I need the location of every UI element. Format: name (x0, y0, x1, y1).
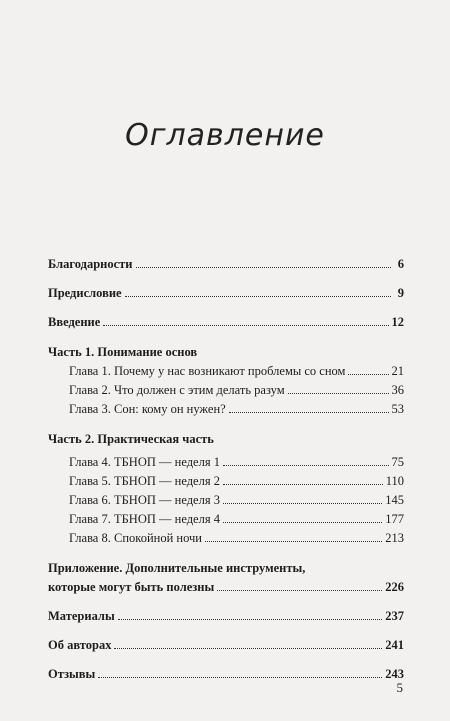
toc-chapter-entry[interactable] (48, 363, 404, 379)
toc-entry-label: Глава 3. Сон: кому он нужен? (69, 402, 226, 416)
toc-entry-label: Предисловие (48, 286, 122, 300)
toc-entry-materials[interactable] (48, 608, 404, 624)
toc-entry-page: 36 (391, 383, 404, 397)
dot-leader (223, 464, 389, 466)
toc-entry-label: Материалы (48, 609, 115, 623)
toc-entry-label: Глава 8. Спокойной ночи (69, 531, 202, 545)
toc-part-heading[interactable]: Часть 2. Практическая часть (48, 432, 214, 446)
toc-entry-page: 12 (391, 315, 404, 329)
dot-leader (217, 589, 382, 591)
toc-part-heading[interactable]: Часть 1. Понимание основ (48, 345, 198, 359)
toc-chapter-entry[interactable] (48, 511, 404, 527)
dot-leader (288, 392, 389, 394)
toc-entry-reviews[interactable] (48, 666, 404, 682)
toc-entry-label: Введение (48, 315, 101, 329)
toc-entry-page: 21 (391, 364, 404, 378)
toc-entry-label: Отзывы (48, 667, 96, 681)
toc-entry-page: 177 (385, 512, 404, 526)
toc-entry-page: 237 (385, 609, 404, 623)
toc-chapter-entry[interactable] (48, 454, 404, 470)
toc-entry-page: 213 (385, 531, 404, 545)
dot-leader (136, 266, 392, 268)
dot-leader (348, 373, 388, 375)
toc-entry-preface[interactable] (48, 285, 404, 301)
toc-entry-label: Глава 4. ТБНОП — неделя 1 (69, 455, 220, 469)
toc-entry-page: 145 (385, 493, 404, 507)
toc-entry-page: 53 (391, 402, 404, 416)
toc-entry-label: Об авторах (48, 638, 112, 652)
dot-leader (98, 676, 382, 678)
toc-chapter-entry[interactable] (48, 473, 404, 489)
toc-entry-page: 75 (391, 455, 404, 469)
toc-entry-label: Благодарности (48, 257, 133, 271)
dot-leader (118, 618, 383, 620)
toc-entry-page: 241 (385, 638, 404, 652)
dot-leader (125, 295, 391, 297)
toc-entry-page: 110 (385, 474, 404, 488)
toc-chapter-entry[interactable] (48, 492, 404, 508)
dot-leader (229, 411, 389, 413)
dot-leader (205, 540, 382, 542)
page-number: 5 (396, 680, 403, 695)
table-of-contents (48, 256, 404, 682)
toc-entry-introduction[interactable] (48, 314, 404, 330)
toc-chapter-entry[interactable] (48, 530, 404, 546)
toc-entry-label: Глава 2. Что должен с этим делать разум (69, 383, 285, 397)
toc-entry-page: 243 (385, 667, 404, 681)
dot-leader (114, 647, 382, 649)
toc-entry-label: Глава 7. ТБНОП — неделя 4 (69, 512, 220, 526)
toc-entry-label-line2: которые могут быть полезны (48, 580, 215, 594)
toc-entry-about-authors[interactable] (48, 637, 404, 653)
page-title: Оглавление (125, 118, 325, 153)
toc-entry-label: Глава 5. ТБНОП — неделя 2 (69, 474, 220, 488)
toc-entry-label: Глава 6. ТБНОП — неделя 3 (69, 493, 220, 507)
toc-entry-acknowledgements[interactable] (48, 256, 404, 272)
toc-entry-label: Глава 1. Почему у нас возникают проблемы со сном (69, 364, 346, 378)
toc-chapter-entry[interactable] (48, 401, 404, 417)
dot-leader (223, 521, 382, 523)
toc-entry-appendix[interactable] (48, 560, 404, 595)
dot-leader (223, 483, 383, 485)
toc-entry-page: 226 (385, 580, 404, 594)
dot-leader (223, 502, 382, 504)
toc-entry-page: 9 (397, 286, 404, 300)
toc-entry-label-line1: Приложение. Дополнительные инструменты, (48, 561, 306, 575)
toc-entry-page: 6 (397, 257, 404, 271)
toc-chapter-entry[interactable] (48, 382, 404, 398)
dot-leader (103, 324, 388, 326)
